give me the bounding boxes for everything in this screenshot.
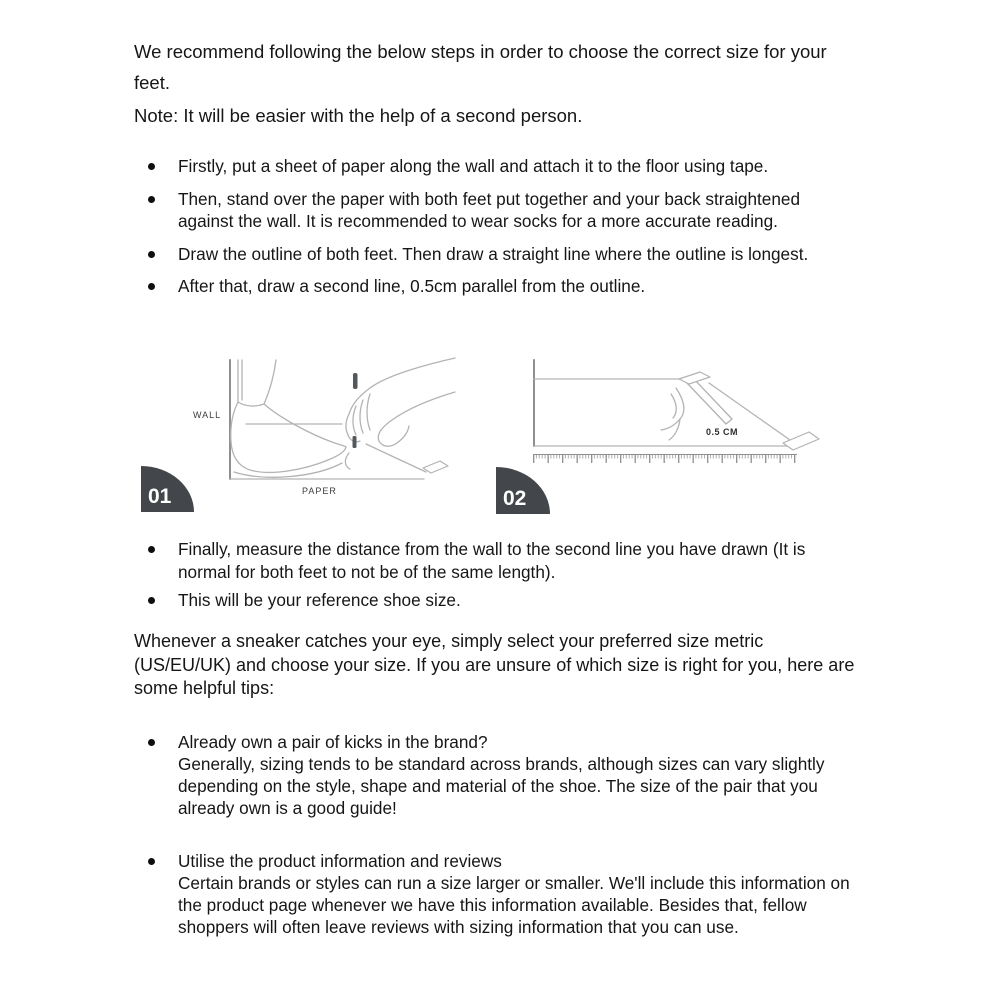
step-text: Then, stand over the paper with both feet put together and your back straightened against the wall. It is recommended to wear socks for a more accurate reading. xyxy=(178,188,801,231)
step-1-badge-number: 01 xyxy=(148,485,172,508)
tip-body: Certain brands or styles can run a size larger or smaller. We'll include this information on the product page whenever we have this information available. Besides that, fellow shoppers will often leave reviews with sizing information that you can use. xyxy=(178,873,850,937)
bullet-icon xyxy=(148,163,155,170)
leg-and-foot-outline xyxy=(231,360,346,477)
step-2-badge xyxy=(496,467,550,514)
step-text: Draw the outline of both feet. Then draw a straight line where the outline is longest. xyxy=(178,243,809,264)
bullet-icon xyxy=(148,739,155,746)
step-text: Firstly, put a sheet of paper along the wall and attach it to the floor using tape. xyxy=(178,156,769,176)
list-item xyxy=(134,275,860,298)
bullet-icon xyxy=(148,858,155,865)
offset-label: 0.5 CM xyxy=(706,427,739,437)
second-line-ruler-diagram xyxy=(530,358,820,473)
list-item xyxy=(134,155,860,178)
tape-piece xyxy=(679,372,710,384)
list-item xyxy=(134,850,860,938)
tip-content xyxy=(178,731,860,819)
note-paragraph: Note: It will be easier with the help of a second person. xyxy=(134,105,583,126)
tips-intro-paragraph: Whenever a sneaker catches your eye, simply select your preferred size metric (US/EU/UK) and choose your size. If you are unsure of which size is right for you, here are some helpful tips: xyxy=(134,631,855,698)
bullet-icon xyxy=(148,597,155,604)
wall-label: WALL xyxy=(193,410,222,420)
final-steps-list xyxy=(134,538,860,612)
measuring-steps-list xyxy=(134,155,860,298)
foot-tracing-diagram xyxy=(176,356,456,496)
list-item xyxy=(134,538,860,583)
figures-row xyxy=(0,345,1000,525)
paper-label: PAPER xyxy=(302,486,337,496)
list-item xyxy=(134,188,860,233)
ruler-ticks xyxy=(533,455,797,466)
tip-title: Already own a pair of kicks in the brand? xyxy=(178,732,488,752)
bullet-icon xyxy=(148,251,155,258)
pencil-tip xyxy=(353,436,357,448)
bullet-icon xyxy=(148,196,155,203)
list-item xyxy=(134,731,860,819)
pencil-icon xyxy=(353,373,358,389)
step-text: Finally, measure the distance from the wall to the second line you have drawn (It is normal for both feet to not be of the same length). xyxy=(178,539,806,582)
outline-and-second-line xyxy=(534,378,798,446)
hand-outline xyxy=(345,358,455,472)
tape-piece xyxy=(423,461,448,473)
tip-body: Generally, sizing tends to be standard across brands, although sizes can vary slightly depending on the style, shape and material of the shoe. The size of the pair that you already own is a good guide! xyxy=(178,754,825,818)
intro-paragraph: We recommend following the below steps in order to choose the correct size for your feet. xyxy=(134,41,827,93)
tape-piece xyxy=(783,432,819,450)
step-text: This will be your reference shoe size. xyxy=(178,590,461,610)
bullet-icon xyxy=(148,546,155,553)
bullet-icon xyxy=(148,283,155,290)
tip-content xyxy=(178,850,860,938)
step-2-badge-number: 02 xyxy=(503,487,527,510)
list-item xyxy=(134,243,860,266)
step-text: After that, draw a second line, 0.5cm parallel from the outline. xyxy=(178,276,646,296)
tips-list xyxy=(134,731,860,938)
tip-title: Utilise the product information and reviews xyxy=(178,851,502,871)
list-item xyxy=(134,589,860,612)
